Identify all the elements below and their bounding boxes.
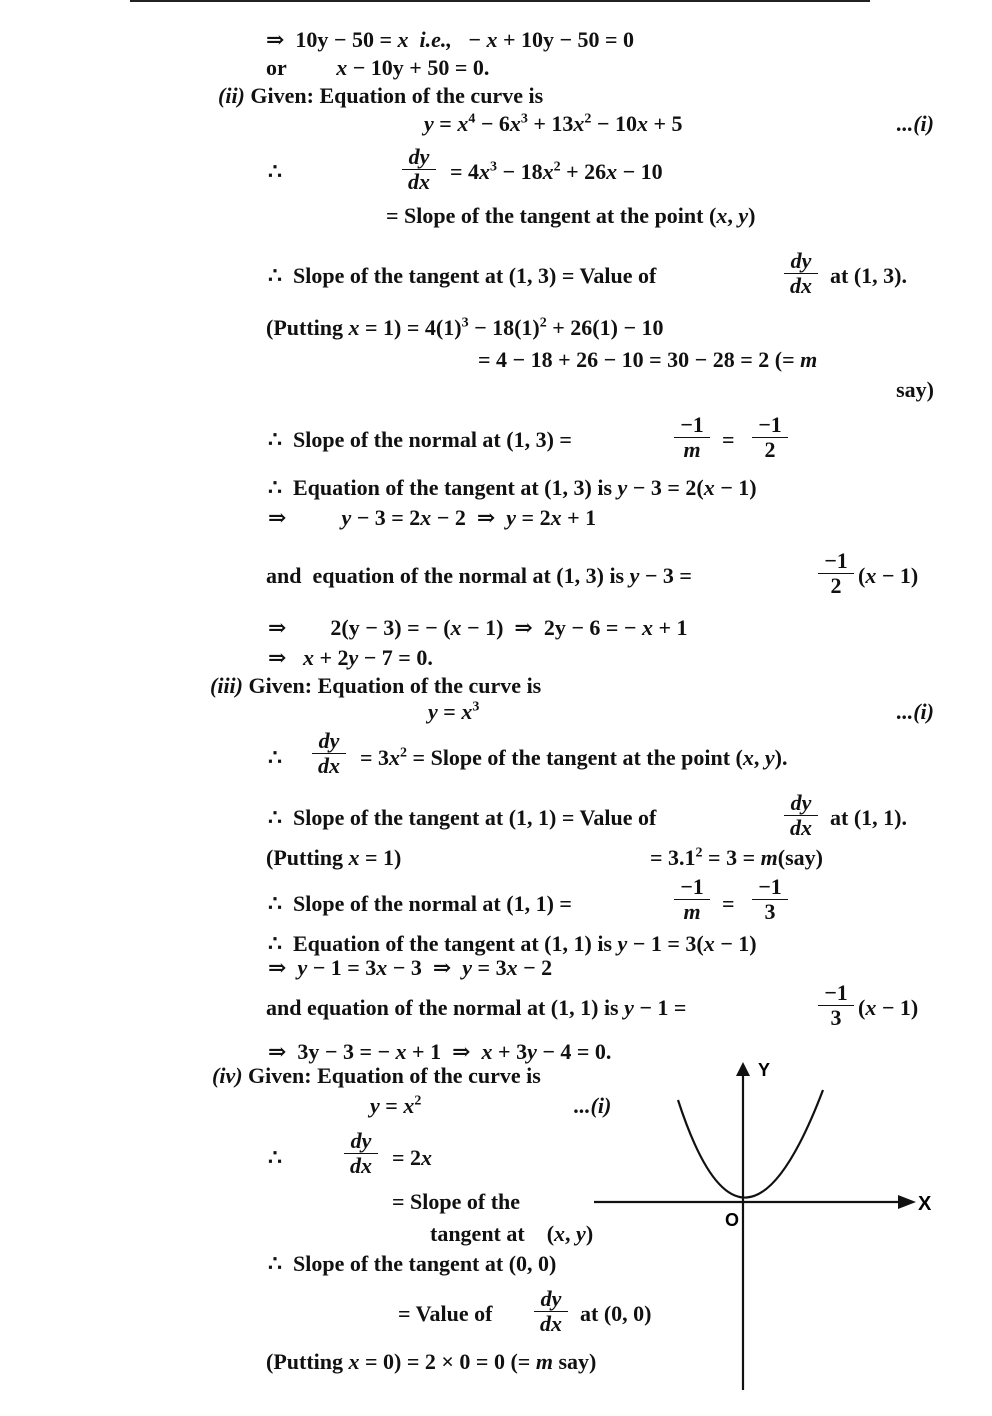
normal-slope-ii: ∴ Slope of the normal at (1, 3) =: [268, 427, 572, 452]
slope-def-ii: = Slope of the tangent at the point (x, y): [386, 203, 756, 228]
normal-slope-iii: ∴ Slope of the normal at (1, 1) =: [268, 891, 572, 916]
eq-ref-iv: ...(i): [574, 1093, 612, 1118]
slope-tangent-iv: ∴ Slope of the tangent at (0, 0): [268, 1251, 557, 1276]
normal-eq-ii: and equation of the normal at (1, 3) is y − 3 =: [266, 563, 692, 588]
tangent-simp-iii: ⇒ y − 1 = 3x − 3 ⇒ y = 3x − 2: [268, 955, 553, 980]
frac-iii-3: −1 3: [818, 982, 854, 1029]
putting-iii: (Putting x = 1): [266, 845, 402, 870]
putting-iv: (Putting x = 0) = 2 × 0 = 0 (= m say): [266, 1349, 597, 1374]
at-point-iv: at (0, 0): [580, 1301, 652, 1326]
dydx-iv: dy dx: [344, 1130, 378, 1177]
therefore-ii-1: ∴: [268, 159, 282, 184]
y-axis-arrow: [736, 1062, 750, 1076]
slope-tangent-ii: ∴ Slope of the tangent at (1, 3) = Value of: [268, 263, 657, 288]
slope-tangent-iii: ∴ Slope of the tangent at (1, 1) = Value of: [268, 805, 657, 830]
slope-def-iv-2: tangent at (x, y): [430, 1221, 594, 1246]
curve-ii: $y = x^4 - 6x^3 + 13x^2 - 10x + 5$: [424, 111, 683, 136]
line-i-1: ⇒ 10y − 50 = x i.e., − x + 10y − 50 = 0: [266, 27, 635, 52]
top-rule: [130, 0, 870, 2]
tangent-simp-ii: ⇒ y − 3 = 2x − 2 ⇒ y = 2x + 1: [268, 505, 597, 530]
derivative-iii: = $3x^2$ = Slope of the tangent at the point (x, y).: [360, 745, 788, 770]
say-ii: say): [896, 377, 934, 402]
frac-ii-1: −1 m: [674, 414, 710, 461]
compute-ii: = 4 − 18 + 26 − 10 = 30 − 28 = 2 (= m: [478, 347, 818, 372]
line-i-2: or x − 10y + 50 = 0.: [266, 55, 490, 80]
slope-def-iv-1: = Slope of the: [392, 1189, 521, 1214]
parabola-graph: [580, 1060, 940, 1390]
origin-label: O: [725, 1210, 740, 1230]
normal-eq-iii: and equation of the normal at (1, 1) is y − 1 =: [266, 995, 687, 1020]
value-of-iv: = Value of: [398, 1301, 493, 1326]
frac-iii-2: −1 3: [752, 876, 788, 923]
frac-ii-2: −1 2: [752, 414, 788, 461]
x-axis-label: X: [918, 1193, 932, 1215]
eq-sign-iii: =: [722, 891, 735, 916]
normal-eq-ii-tail: (x − 1): [858, 563, 919, 588]
y-axis-label: Y: [758, 1060, 771, 1080]
part-iv-header: (iv) Given: Equation of the curve is: [212, 1063, 541, 1088]
normal-simp-iii: ⇒ 3y − 3 = − x + 1 ⇒ x + 3y − 4 = 0.: [268, 1039, 612, 1064]
frac-iii-1: −1 m: [674, 876, 710, 923]
tangent-eq-iii: ∴ Equation of the tangent at (1, 1) is y − 1 = 3(x − 1): [268, 931, 757, 956]
compute-iii: = $3.1^2 = 3 = m(say)$: [650, 845, 823, 870]
tangent-eq-ii: ∴ Equation of the tangent at (1, 3) is y − 3 = 2(x − 1): [268, 475, 757, 500]
frac-ii-3: −1 2: [818, 550, 854, 597]
normal-simp-ii-1: ⇒ 2(y − 3) = − (x − 1) ⇒ 2y − 6 = − x + 1: [268, 615, 688, 640]
curve-iv: $y = x^2$: [370, 1093, 422, 1118]
part-ii-header: (ii) Given: Equation of the curve is: [218, 83, 544, 108]
dydx-iv-2: dy dx: [534, 1288, 568, 1335]
therefore-iii-1: ∴: [268, 745, 282, 770]
dydx-ii-2: dy dx: [784, 250, 818, 297]
derivative-iv: = 2x: [392, 1145, 433, 1170]
putting-ii: (Putting $x = 1) = 4(1)^3 - 18(1)^2 + 26(1) - 10$: [266, 315, 664, 340]
x-axis-arrow: [898, 1195, 916, 1209]
normal-eq-iii-tail: (x − 1): [858, 995, 919, 1020]
at-point-iii: at (1, 1).: [830, 805, 907, 830]
curve-iii: $y = x^3$: [428, 699, 480, 724]
therefore-iv-1: ∴: [268, 1145, 282, 1170]
at-point-ii: at (1, 3).: [830, 263, 907, 288]
eq-ref-ii: ...(i): [896, 111, 934, 136]
dydx-ii: dy dx: [402, 146, 436, 193]
normal-simp-ii-2: ⇒ x + 2y − 7 = 0.: [268, 645, 433, 670]
eq-ref-iii: ...(i): [896, 699, 934, 724]
dydx-iii: dy dx: [312, 730, 346, 777]
dydx-iii-2: dy dx: [784, 792, 818, 839]
parabola-curve: [678, 1090, 823, 1198]
eq-sign-ii: =: [722, 427, 735, 452]
derivative-ii: = $4x^3 - 18x^2 + 26x - 10$: [450, 159, 663, 184]
part-iii-header: (iii) Given: Equation of the curve is: [210, 673, 542, 698]
